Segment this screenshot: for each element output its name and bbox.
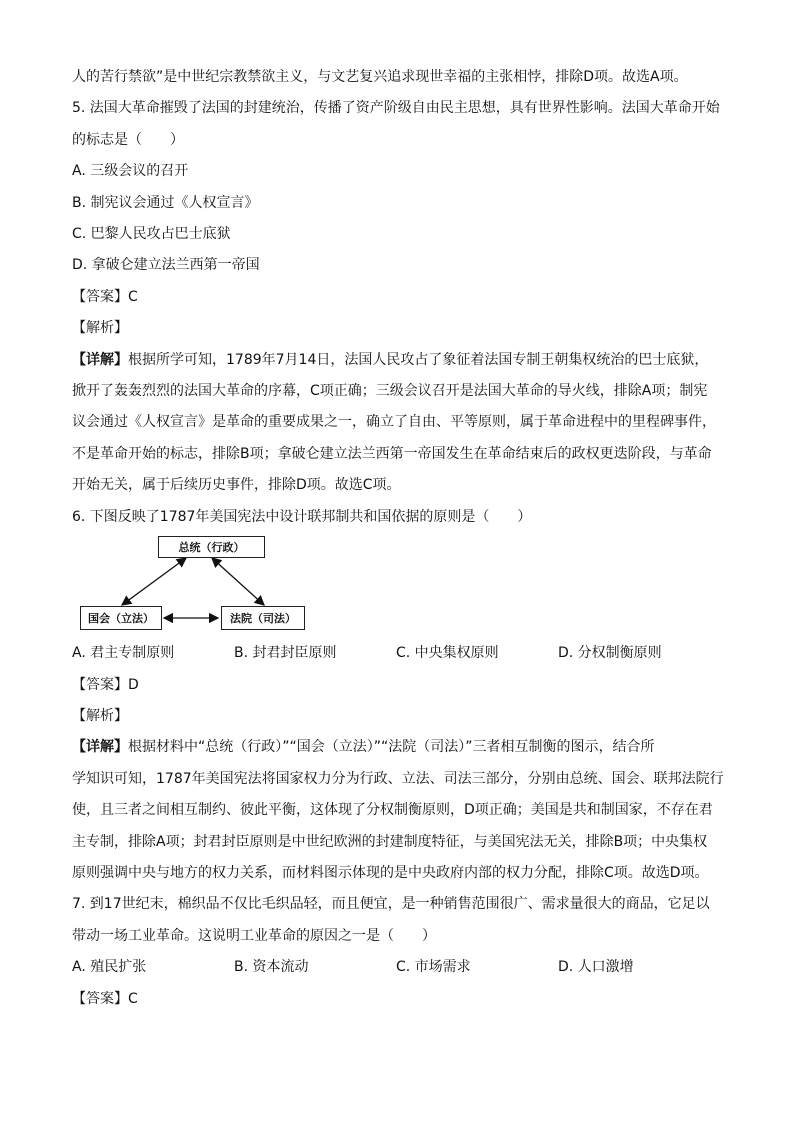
option-c: C. 市场需求 — [396, 959, 471, 976]
question-stem: 7. 到17世纪末，棉织品不仅比毛织品轻，而且便宜，是一种销售范围很广、需求量很大的商品，它足以 — [72, 896, 710, 913]
option-d: D. 人口激增 — [558, 959, 634, 976]
question-6 — [72, 502, 727, 890]
analysis-label: 【解析】 — [72, 320, 128, 337]
detail-line: 不是革命开始的标志，排除B项；拿破仑建立法兰西第一帝国发生在革命结束后的政权更迭阶段，与革命 — [72, 445, 712, 462]
detail-line: 开始无关，属于后续历史事件，排除D项。故选C项。 — [72, 477, 401, 494]
question-stem: 的标志是（ ） — [72, 131, 184, 148]
detail-text: 根据材料中“总统（行政）”“国会（立法）”“法院（司法）”三者相互制衡的图示，结合所 — [128, 739, 655, 756]
detail-line: 掀开了轰轰烈烈的法国大革命的序幕，C项正确；三级会议召开是法国大革命的导火线，排除A项；制宪 — [72, 383, 708, 400]
option-a: A. 殖民扩张 — [72, 959, 147, 976]
question-stem: 带动一场工业革命。这说明工业革命的原因之一是（ ） — [72, 927, 436, 944]
detail-line: 原则强调中央与地方的权力关系，而材料图示体现的是中央政府内部的权力分配，排除C项。故选D项。 — [72, 864, 709, 881]
answer: 【答案】C — [72, 288, 138, 305]
document-page — [72, 62, 727, 1015]
detail-line — [72, 732, 727, 763]
options-row — [72, 638, 727, 669]
option-a: A. 三级会议的召开 — [72, 163, 189, 180]
question-stem: 5. 法国大革命摧毁了法国的封建统治，传播了资产阶级自由民主思想，具有世界性影响。法国大革命开始 — [72, 100, 720, 117]
detail-text: 根据所学可知，1789年7月14日，法国人民攻占了象征着法国专制王朝集权统治的巴士底狱， — [128, 351, 709, 368]
option-b: B. 资本流动 — [234, 959, 309, 976]
answer: 【答案】D — [72, 676, 139, 693]
text-line: 人的苦行禁欲”是中世纪宗教禁欲主义，与文艺复兴追求现世幸福的主张相悖，排除D项。故选A项。 — [72, 69, 688, 85]
arrow-exec-leg — [122, 558, 186, 605]
detail-label: 【详解】 — [72, 739, 128, 756]
detail-line: 主专制，排除A项；封君封臣原则是中世纪欧洲的封建制度特征，与美国宪法无关，排除B项；中央集权 — [72, 833, 708, 850]
detail-line: 学知识可知，1787年美国宪法将国家权力分为行政、立法、司法三部分，分别由总统、国会、联邦法院行 — [72, 770, 724, 787]
option-b: B. 封君封臣原则 — [234, 645, 337, 662]
options-row — [72, 952, 727, 983]
option-c: C. 巴黎人民攻占巴士底狱 — [72, 226, 231, 243]
answer: 【答案】C — [72, 990, 138, 1007]
question-5 — [72, 93, 727, 501]
analysis-label: 【解析】 — [72, 707, 128, 724]
option-d: D. 分权制衡原则 — [558, 645, 662, 662]
detail-label: 【详解】 — [72, 351, 128, 368]
detail-line: 议会通过《人权宣言》是革命的重要成果之一，确立了自由、平等原则，属于革命进程中的里程碑事件， — [72, 414, 716, 431]
detail-line — [72, 345, 727, 376]
detail-line: 使，且三者之间相互制约、彼此平衡，这体现了分权制衡原则，D项正确；美国是共和制国家，不存在君 — [72, 802, 713, 819]
judicial-box: 法院（司法） — [221, 606, 305, 630]
separation-of-powers-diagram — [78, 536, 318, 636]
question-stem: 6. 下图反映了1787年美国宪法中设计联邦制共和国依据的原则是（ ） — [72, 508, 532, 525]
question-7 — [72, 889, 727, 1015]
arrow-exec-jud — [212, 558, 264, 605]
executive-box: 总统（行政） — [158, 536, 265, 558]
option-b: B. 制宪议会通过《人权宣言》 — [72, 194, 259, 211]
legislative-box: 国会（立法） — [80, 606, 162, 630]
option-d: D. 拿破仑建立法兰西第一帝国 — [72, 257, 260, 274]
option-c: C. 中央集权原则 — [396, 645, 499, 662]
option-a: A. 君主专制原则 — [72, 645, 175, 662]
